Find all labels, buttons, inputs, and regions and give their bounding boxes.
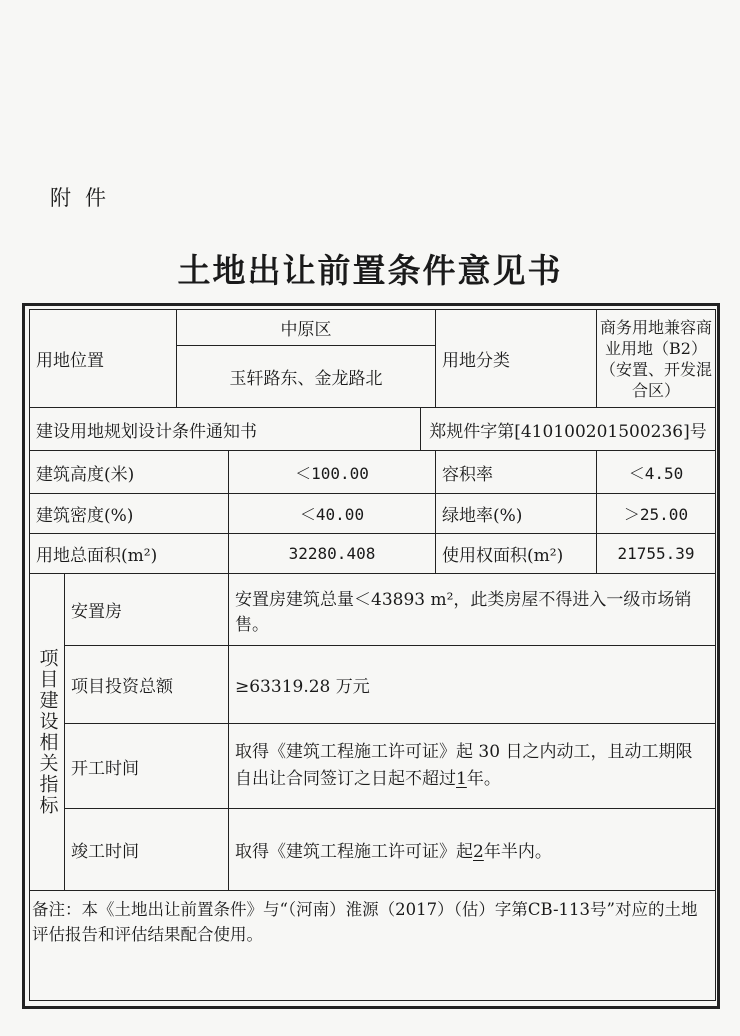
total-area-label: 用地总面积(m²) [30,534,229,574]
total-area-value: 32280.408 [229,534,436,574]
table-row [30,534,716,574]
investment-value: ≥63319.28 万元 [229,646,716,724]
table-row [30,809,716,891]
start-time-text: 取得《建筑工程施工许可证》起 30 日之内动工，且动工期限自出让合同签订之日起不超过 [235,742,693,789]
completion-time-years: 2 [473,842,484,862]
start-time-years: 1 [456,769,467,789]
start-time-label: 开工时间 [65,724,229,809]
project-section-label: 项目建设相关指标 [30,574,65,891]
density-label: 建筑密度(%) [30,494,229,534]
attachment-label: 附件 [50,186,120,210]
completion-time-label: 竣工时间 [65,809,229,891]
start-time-value [229,724,716,809]
resettlement-label: 安置房 [65,574,229,646]
table-row [30,408,716,451]
remarks: 备注：本《土地出让前置条件》与“（河南）淮源（2017）（估）字第CB-113号”对应的土地评估报告和评估结果配合使用。 [30,891,716,1001]
conditions-table [29,309,716,1001]
start-time-suffix: 年。 [466,769,501,789]
table-row [30,646,716,724]
height-value: ＜100.00 [229,451,436,494]
resettlement-value: 安置房建筑总量＜43893 m²，此类房屋不得进入一级市场销售。 [229,574,716,646]
height-label: 建筑高度(米) [30,451,229,494]
green-value: ＞25.00 [597,494,716,534]
district-value: 中原区 [177,310,436,346]
investment-label: 项目投资总额 [65,646,229,724]
density-value: ＜40.00 [229,494,436,534]
table-row [30,724,716,809]
use-area-label: 使用权面积(m²) [436,534,597,574]
completion-time-value [229,809,716,891]
table-row [30,891,716,1001]
address-value: 玉轩路东、金龙路北 [177,346,436,408]
table-row [30,574,716,646]
far-value: ＜4.50 [597,451,716,494]
notice-value: 郑规件字第[410100201500236]号 [421,408,716,451]
location-label: 用地位置 [30,310,177,408]
document-title: 土地出让前置条件意见书 [177,251,563,290]
completion-time-text: 取得《建筑工程施工许可证》起 [235,842,473,862]
table-row [30,451,716,494]
green-label: 绿地率(%) [436,494,597,534]
table-row [30,310,716,346]
completion-time-suffix: 年半内。 [483,842,552,862]
use-area-value: 21755.39 [597,534,716,574]
category-label: 用地分类 [436,310,597,408]
far-label: 容积率 [436,451,597,494]
table-row [30,494,716,534]
notice-label: 建设用地规划设计条件通知书 [30,408,421,451]
category-value: 商务用地兼容商业用地（B2）（安置、开发混合区） [597,310,716,408]
